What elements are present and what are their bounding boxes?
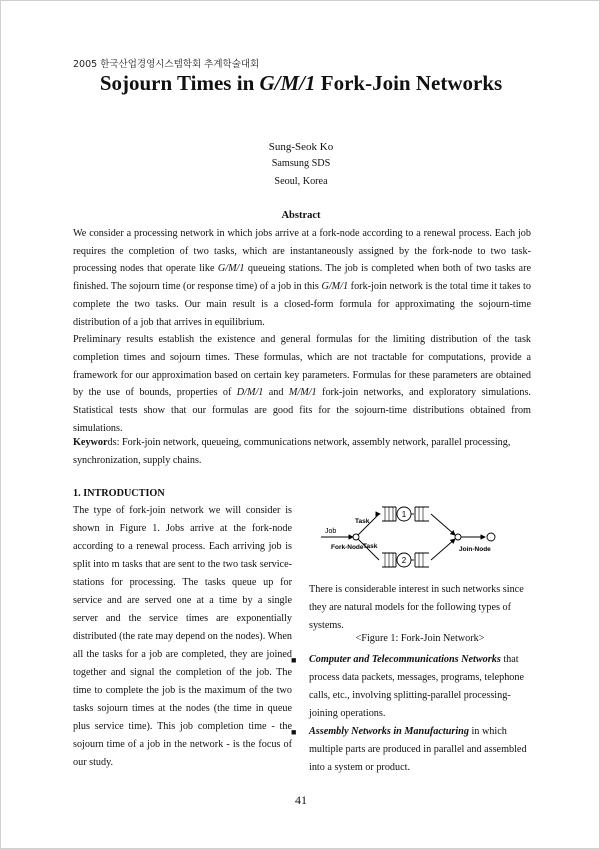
author-affiliation: Samsung SDS xyxy=(271,158,331,169)
join-buffer-top xyxy=(415,507,429,521)
keywords: Keywords: Fork-join network, queueing, communications network, assembly network, parallel processing, synchronization, supply chains. xyxy=(73,437,511,466)
introduction-left-column: The type of fork-join network we will consider is shown in Figure 1. Jobs arrive at the fork-node according to a renewal process. Each arriving job is split into m tasks that are sent to the two task service-stations for processing. The tasks queue up for service and are served one at a time by a single server and the service times are exponentially distributed (the rate may depend on the nodes). When all the tasks for a job are completed, they are joined together and signal the completion of the job. The time to complete the job is the maximum of the two tasks sojourn times at the nodes (the time in queue plus service time). This job completion time - the sojourn time of a job in the network - is the focus of our study. xyxy=(73,505,292,768)
author-name: Sung-Seok Ko xyxy=(268,141,334,153)
node-2-label: 2 xyxy=(401,556,407,565)
list-item: ■ Computer and Telecommunications Networks that process data packets, messages, programs, telephone calls, etc., involving splitting-parallel processing-joining operations. xyxy=(291,651,531,723)
abstract-body xyxy=(73,225,531,437)
introduction-right-column: There is considerable interest in such networks since they are natural models for the following types of systems. xyxy=(309,584,524,631)
page-number: 41 xyxy=(295,793,307,807)
task-label-bottom: Task xyxy=(363,543,378,550)
abstract-heading: Abstract xyxy=(281,210,321,221)
join-branch-top xyxy=(431,514,455,535)
task-label-top: Task xyxy=(355,518,370,525)
abstract-paragraph-2: Preliminary results establish the existence and general formulas for the limiting distribution of the task completion times and sojourn times. These formulas, which are not tractable for computations, provide a framework for our approximation based on certain key parameters. Formulas for these parameters are obtained by the use of bounds, properties of D/M/1 and M/M/1 fork-join networks, and exploratory simulations. Statistical tests show that our formulas are good fits for the sojourn-time distributions obtained from simulations. xyxy=(73,334,531,434)
figure-caption: <Figure 1: Fork-Join Network> xyxy=(355,633,485,644)
bullet-list xyxy=(291,651,531,777)
job-label: Job xyxy=(325,528,337,535)
bullet-square-icon: ■ xyxy=(291,727,297,737)
conference-header: 2005 한국산업경영시스템학회 추계학술대회 xyxy=(73,59,260,70)
author-location: Seoul, Korea xyxy=(274,176,328,187)
paper-title: Sojourn Times in G/M/1 Fork-Join Networks xyxy=(99,71,503,95)
join-buffer-bottom xyxy=(415,553,429,567)
list-item: ■ Assembly Networks in Manufacturing in which multiple parts are produced in parallel and assembled into a system or product. xyxy=(291,723,531,777)
bullet-square-icon: ■ xyxy=(291,655,297,665)
fork-node-label: Fork-Node xyxy=(331,544,364,551)
sink-node xyxy=(487,533,495,541)
join-node-label: Join-Node xyxy=(459,546,491,553)
join-branch-bottom xyxy=(431,539,455,560)
section-heading-introduction: 1. INTRODUCTION xyxy=(73,488,165,499)
abstract-paragraph-1: We consider a processing network in which jobs arrive at a fork-node according to a renewal process. Each job requires the completion of two tasks, which are instantaneously assigned by the fork-node to two task-processing nodes that operate like G/M/1 queueing stations. The job is completed when both of two tasks are finished. The sojourn time (or response time) of a job in this G/M/1 fork-join network is the total time it takes to complete the two tasks. Our main result is a closed-form formula for approximating the sojourn-time distribution of a job that arrives in equilibrium. xyxy=(73,228,531,328)
join-node xyxy=(455,534,461,540)
node-1-label: 1 xyxy=(401,510,407,519)
fork-join-network-diagram xyxy=(319,495,509,575)
